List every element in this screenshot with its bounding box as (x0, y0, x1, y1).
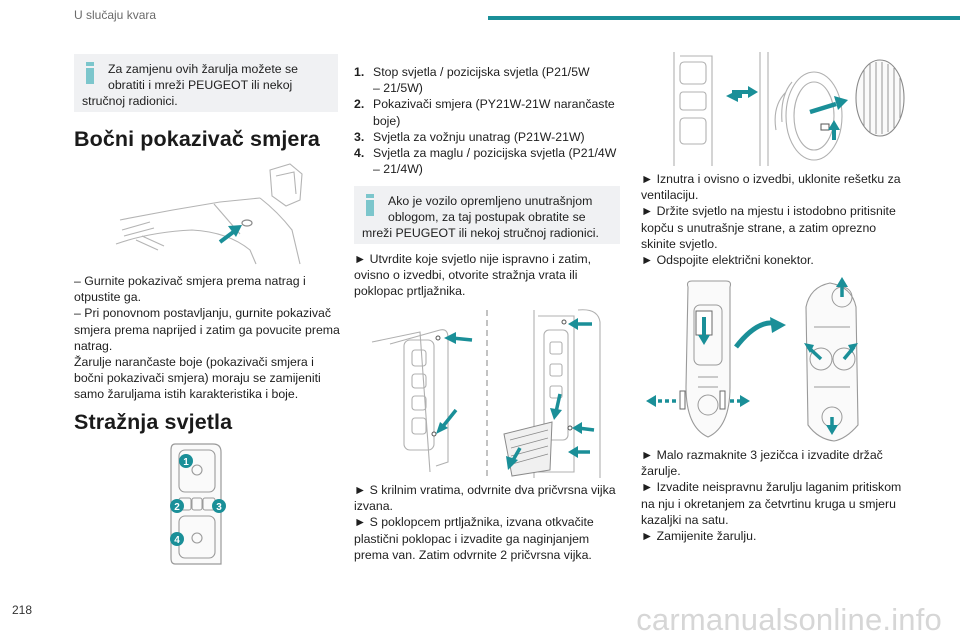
list-number: 4. (354, 146, 365, 161)
list-number: 3. (354, 129, 365, 144)
list-text: Stop svjetla / pozicijska svjetla (P21/5W – 21/5W) (373, 65, 590, 96)
lamp-removal-illustration (668, 52, 908, 166)
info-line-2: oblogom, za taj postupak obratite se (388, 210, 586, 224)
watermark: carmanualsonline.info (636, 602, 942, 637)
info-line-3: mreži PEUGEOT ili nekoj stručnoj radionici. (362, 226, 599, 240)
info-line-1: Ako je vozilo opremljeno unutrašnjom (388, 194, 593, 208)
info-box-network (74, 54, 338, 112)
info-icon (366, 194, 374, 216)
list-text: Svjetla za vožnju unatrag (P21W-21W) (373, 129, 585, 144)
lamp-callout-3 (212, 499, 226, 513)
list-item (354, 129, 622, 145)
list-text: Pokazivači smjera (PY21W-21W narančaste boje) (373, 97, 615, 128)
bulb-list (354, 64, 622, 177)
svg-text:1: 1 (183, 457, 189, 468)
bulb-replacement-instructions: ► Malo razmaknite 3 jezičca i izvadite držač žarulje. ► Izvadite neispravnu žarulju laganim pritiskom na nju i okretanjem za četvrtinu kruga u smjeru kazaljki na satu. ► Zamijenite žarulju. (641, 448, 902, 544)
side-indicator-instructions: – Gurnite pokazivač smjera prema natrag i otpustite ga. – Pri ponovnom postavljanju, gurnite pokazivač smjera prema naprijed i zatim ga povucite prema natrag. Žarulje narančaste boje (pokazivači smjera i bočni pokazivači smjera) moraju se zamijeniti samo žaruljama istih karakteristika i boje. (74, 274, 340, 402)
heading-rear-lamps: Stražnja svjetla (74, 410, 233, 434)
info-line-2: obratiti i mreži PEUGEOT ili nekoj (108, 78, 293, 92)
bulb-holder-illustration (646, 277, 874, 445)
heading-side-indicator: Bočni pokazivač smjera (74, 127, 320, 151)
list-text: Svjetla za maglu / pozicijska svjetla (P21/4W – 21/4W) (373, 146, 617, 177)
rear-door-illustration (360, 302, 620, 478)
svg-text:2: 2 (174, 502, 180, 513)
lamp-callout-4 (170, 532, 184, 546)
svg-text:3: 3 (216, 502, 222, 513)
lamp-callout-1 (179, 454, 193, 468)
list-number: 2. (354, 97, 365, 112)
grille-removal-instructions: ► Iznutra i ovisno o izvedbi, uklonite rešetku za ventilaciju. ► Držite svjetlo na mjestu i istodobno pritisnite kopču s unutrašnje strane, a zatim oprezno skinite svjetlo. ► Odspojite električni konektor. (641, 172, 901, 268)
section-title: U slučaju kvara (74, 8, 157, 22)
side-indicator-illustration (110, 160, 310, 266)
list-item (354, 64, 622, 96)
info-icon (86, 62, 94, 84)
info-line-3: stručnoj radionici. (82, 94, 178, 108)
unscrew-instructions: ► S krilnim vratima, odvrnite dva pričvrsna vijka izvana. ► S poklopcem prtljažnika, izvana otkvačite plastični poklopac i izvadite ga naginjanjem prema van. Zatim odvrnite 2 pričvrsna vijka. (354, 483, 616, 562)
list-number: 1. (354, 65, 365, 79)
svg-text:4: 4 (174, 535, 180, 546)
info-box-lining (354, 186, 620, 244)
identify-lamp-instructions: ► Utvrdite koje svjetlo nije ispravno i zatim, ovisno o izvedbi, otvorite stražnja vrata ili poklopac prtljažnika. (354, 252, 592, 299)
info-line-1: Za zamjenu ovih žarulja možete se (108, 62, 299, 76)
list-item (354, 145, 622, 177)
header-accent-bar (488, 16, 960, 20)
rear-lamp-diagram (165, 440, 227, 568)
list-item (354, 96, 622, 128)
lamp-callout-2 (170, 499, 184, 513)
page-number: 218 (12, 603, 33, 617)
